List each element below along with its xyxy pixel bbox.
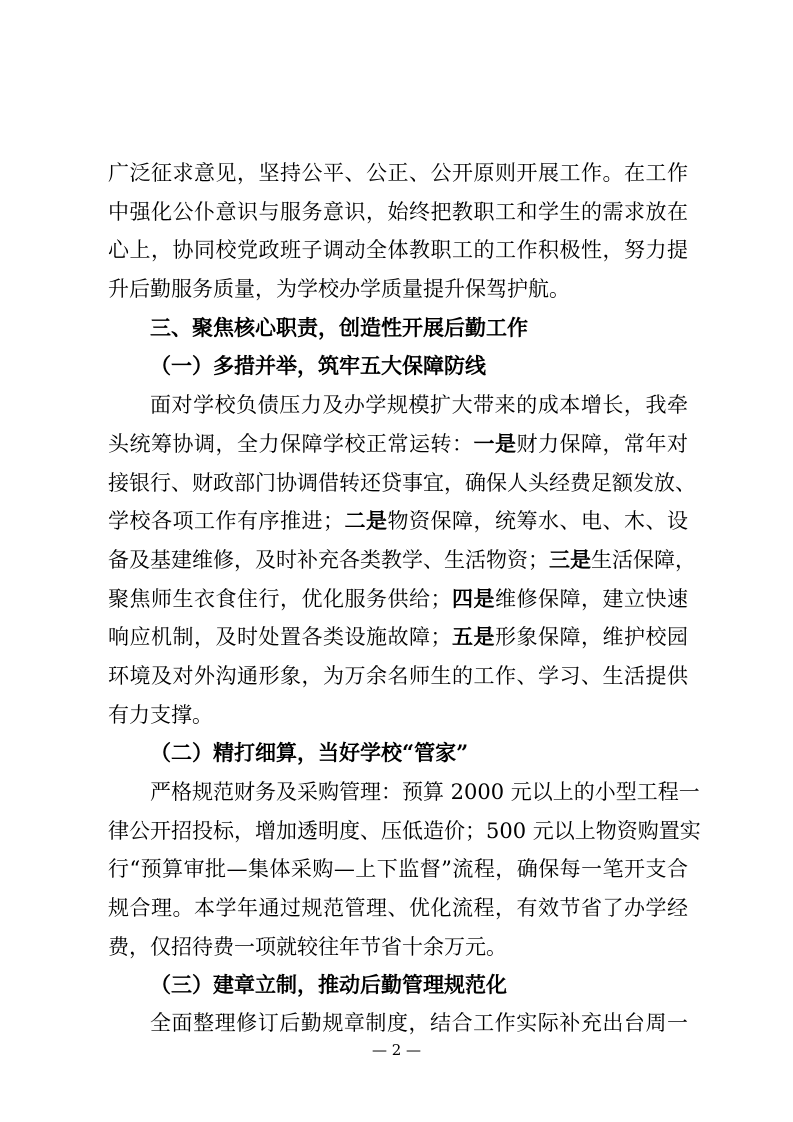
emphasis-text: 四是 (451, 586, 495, 611)
subsection-heading: （一）多措并举，筑牢五大保障防线 (150, 353, 486, 378)
body-text: 物资保障，统筹水、电、木、设 (387, 509, 688, 533)
emphasis-text: 三是 (549, 547, 591, 572)
body-text: 学校各项工作有序推进； (108, 509, 344, 533)
body-line (108, 426, 688, 462)
body-line: 广泛征求意见，坚持公平、公正、公开原则开展工作。在工作 (108, 161, 688, 185)
page-number: — 2 — (371, 1041, 422, 1059)
body-line: 升后勤服务质量，为学校办学质量提升保驾护航。 (108, 277, 570, 301)
body-line: 费，仅招待费一项就较往年节省十余万元。 (108, 935, 507, 959)
body-text: 响应机制，及时处置各类设施故障； (108, 625, 452, 649)
emphasis-text: 二是 (344, 508, 388, 533)
body-line (108, 542, 696, 578)
body-line: 接银行、财政部门协调借转还贷事宜，确保人头经费足额发放、 (108, 471, 696, 495)
subsection-heading: （二）精打细算，当好学校“管家” (150, 740, 469, 765)
body-line: 环境及对外沟通形象，为万余名师生的工作、学习、生活提供 (108, 664, 688, 688)
body-text: 头统筹协调，全力保障学校正常运转： (108, 432, 474, 456)
body-line: 面对学校负债压力及办学规模扩大带来的成本增长，我牵 (150, 393, 688, 417)
body-text: 聚焦师生衣食住行，优化服务供给； (108, 587, 452, 611)
body-text: 财力保障，常年对 (516, 432, 688, 456)
subsection-heading: （三）建章立制，推动后勤管理规范化 (150, 972, 507, 997)
body-text: 维修保障，建立快速 (495, 587, 688, 611)
emphasis-text: 一是 (473, 431, 517, 456)
emphasis-text: 五是 (451, 624, 495, 649)
body-line: 中强化公仆意识与服务意识，始终把教职工和学生的需求放在 (108, 200, 688, 224)
body-line (108, 503, 688, 539)
body-line: 行“预算审批—集体采购—上下监督”流程，确保每一笔开支合 (108, 857, 688, 881)
body-line (108, 619, 688, 655)
body-text: 生活保障， (591, 548, 696, 572)
section-heading: 三、聚焦核心职责，创造性开展后勤工作 (150, 315, 528, 340)
body-line: 律公开招投标，增加透明度、压低造价；500 元以上物资购置实 (108, 819, 701, 843)
body-line: 全面整理修订后勤规章制度，结合工作实际补充出台周一 (150, 1011, 688, 1035)
body-line: 心上，协同校党政班子调动全体教职工的工作积极性，努力提 (108, 238, 688, 262)
body-text: 形象保障，维护校园 (495, 625, 688, 649)
body-line: 严格规范财务及采购管理：预算 2000 元以上的小型工程一 (150, 780, 700, 804)
body-line: 规合理。本学年通过规范管理、优化流程，有效节省了办学经 (108, 896, 688, 920)
body-line: 有力支撑。 (108, 703, 213, 727)
body-text: 备及基建维修，及时补充各类教学、生活物资； (108, 548, 549, 572)
body-line (108, 581, 688, 617)
